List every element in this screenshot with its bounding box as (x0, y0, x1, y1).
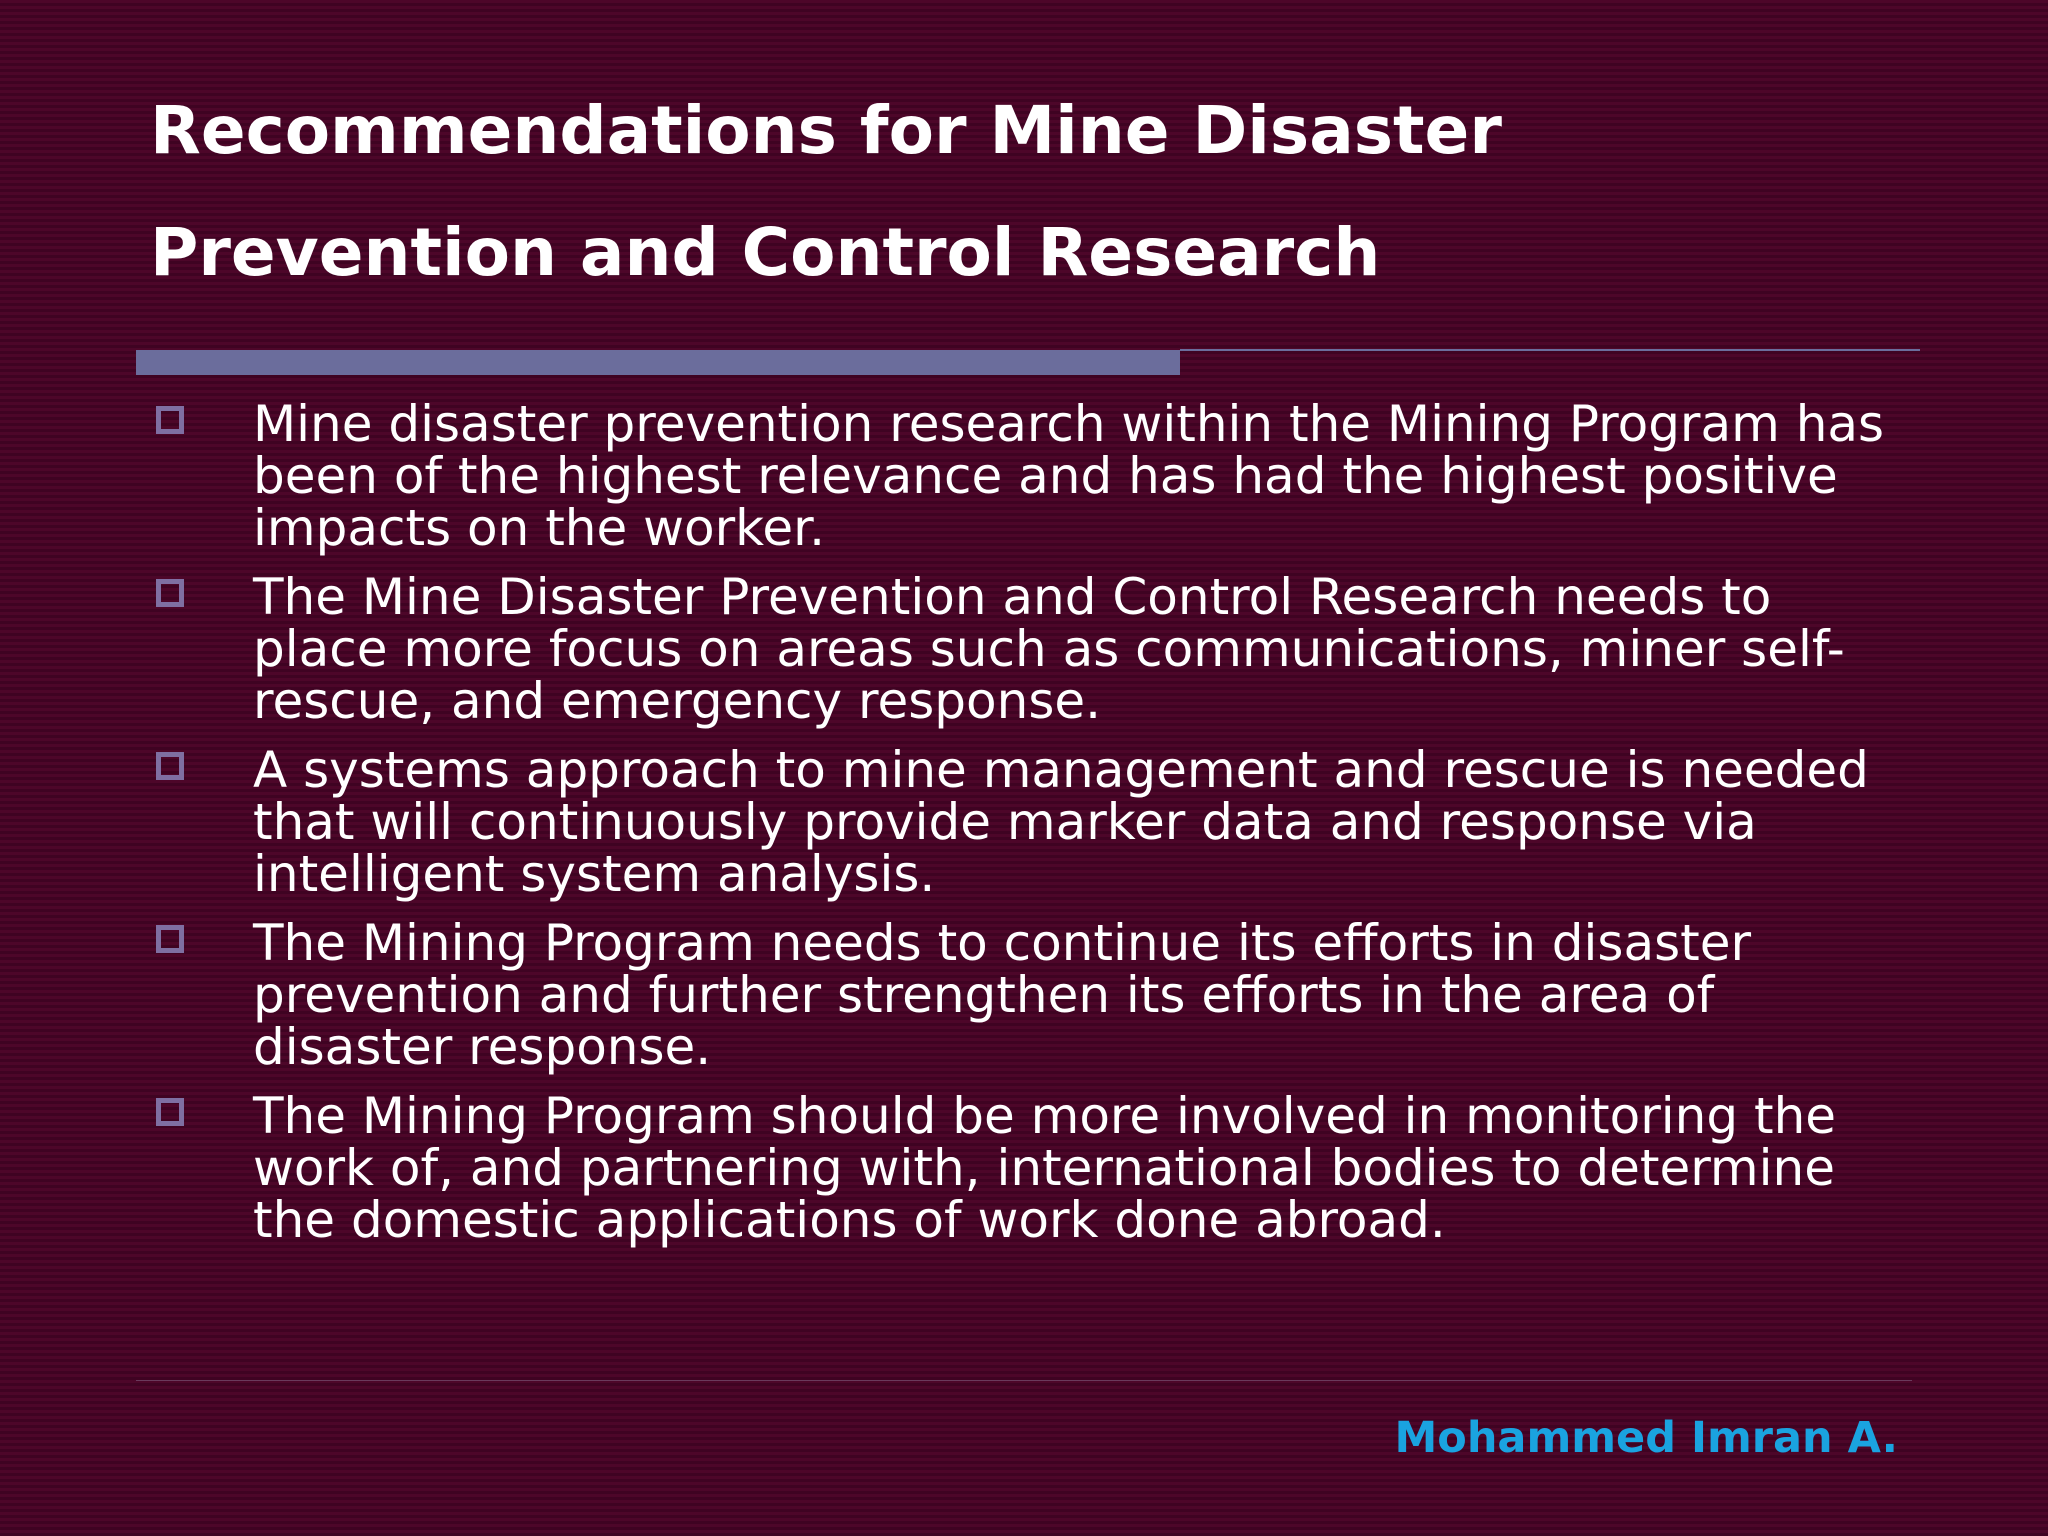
hollow-square-bullet-icon (156, 925, 184, 953)
bullet-item-1 (150, 395, 1910, 557)
title-underline-line (1180, 349, 1920, 351)
bullet-item-3 (150, 741, 1910, 903)
author-name: Mohammed Imran A. (1394, 1413, 1898, 1463)
bullet-item-5 (150, 1087, 1910, 1249)
slide-title (150, 70, 1900, 314)
hollow-square-bullet-icon (156, 752, 184, 780)
bullet-text-1: Mine disaster prevention research within the Mining Program has been of the highest relevance and has had the highest positive impacts on the worker. (253, 395, 1885, 557)
bullet-text-4: The Mining Program needs to continue its efforts in disaster prevention and further strengthen its efforts in the area of disaster response. (253, 914, 1752, 1076)
bullet-text-5: The Mining Program should be more involved in monitoring the work of, and partnering with, international bodies to determine the domestic applications of work done abroad. (253, 1087, 1837, 1249)
bullet-text-2: The Mine Disaster Prevention and Control Research needs to place more focus on areas such as communications, miner self-rescue, and emergency response. (253, 568, 1845, 730)
hollow-square-bullet-icon (156, 579, 184, 607)
footer-divider (136, 1380, 1912, 1381)
slide-title-line-2: Prevention and Control Research (150, 214, 1381, 291)
title-underline-bar (136, 350, 1180, 375)
hollow-square-bullet-icon (156, 406, 184, 434)
slide-title-line-1: Recommendations for Mine Disaster (150, 92, 1502, 169)
bullet-item-2 (150, 568, 1910, 730)
hollow-square-bullet-icon (156, 1098, 184, 1126)
bullet-list (150, 395, 1910, 1263)
bullet-text-3: A systems approach to mine management and rescue is needed that will continuously provide marker data and response via intelligent system analysis. (253, 741, 1869, 903)
bullet-item-4 (150, 914, 1910, 1076)
